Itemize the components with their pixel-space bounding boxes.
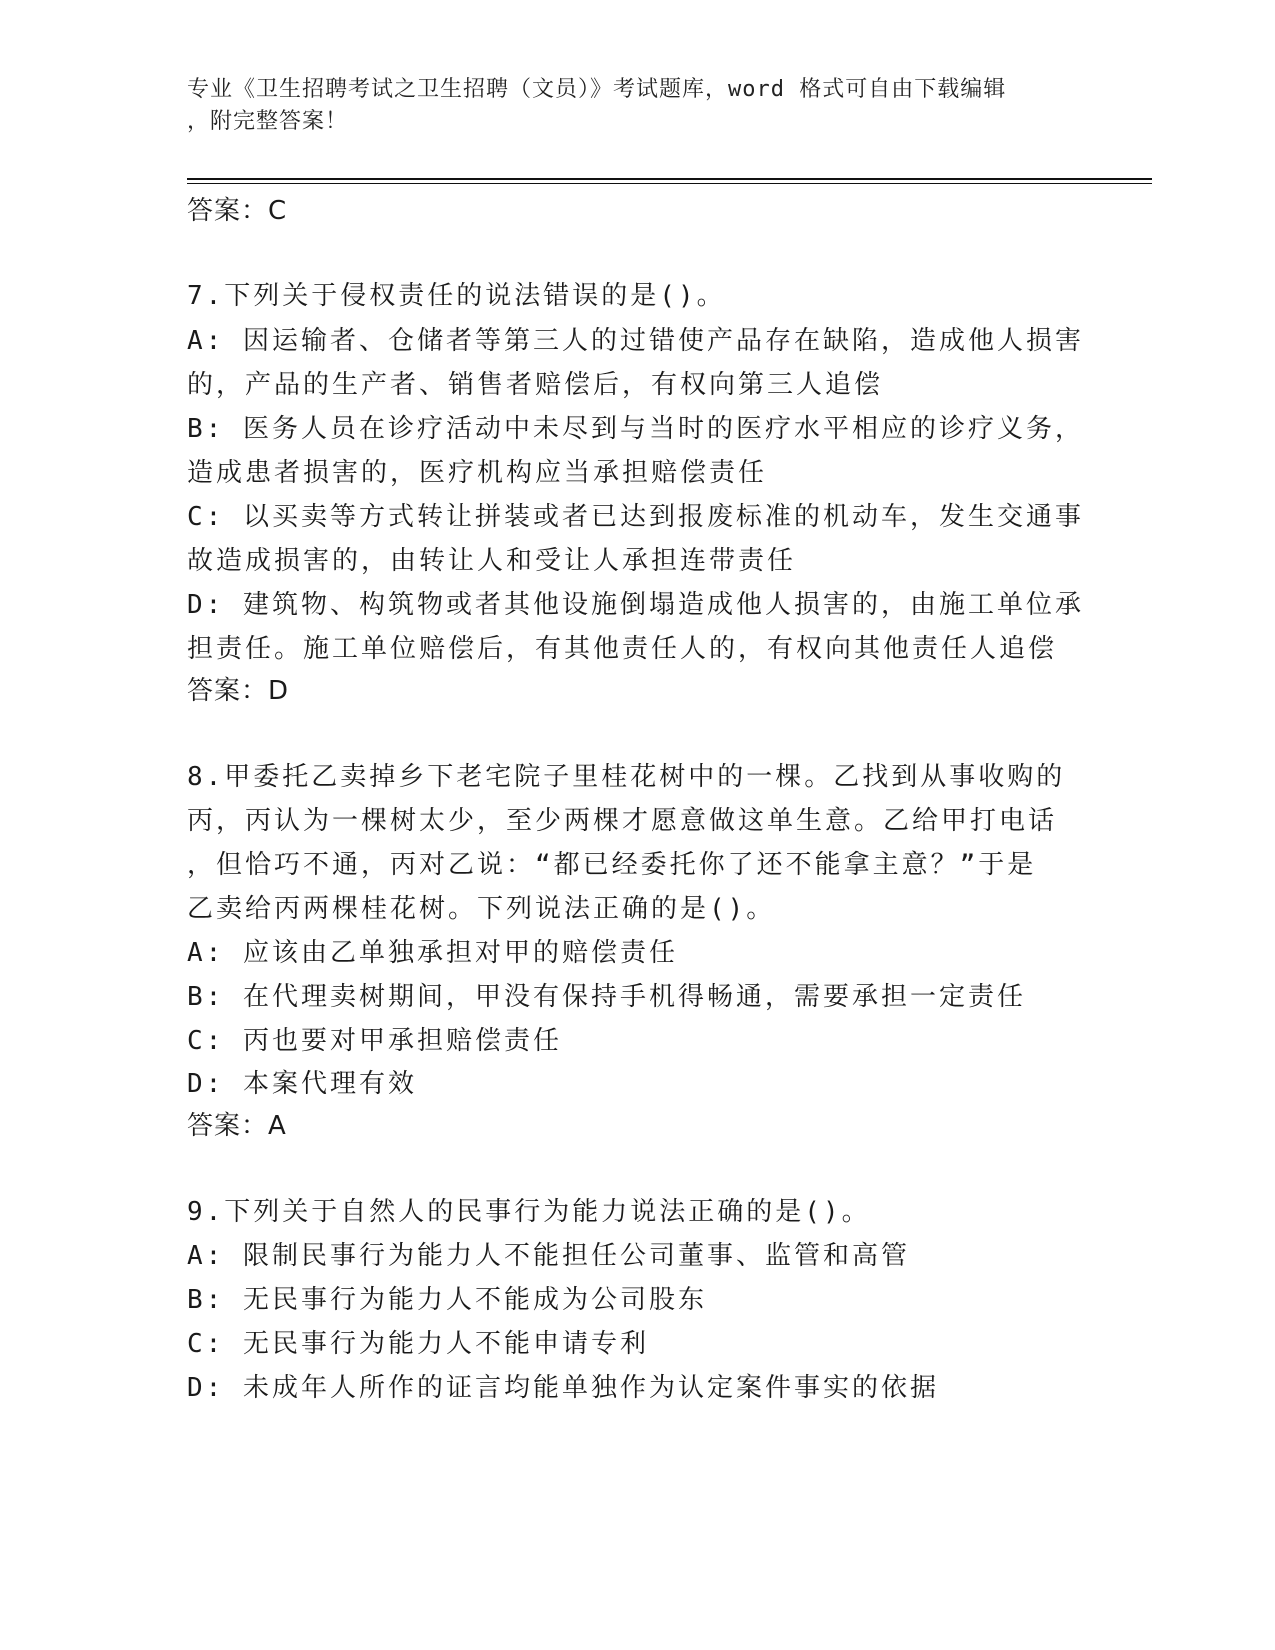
q8-stem-line1: 8.甲委托乙卖掉乡下老宅院子里桂花树中的一棵。乙找到从事收购的 (187, 762, 1066, 792)
q8-stem-line2: 丙，丙认为一棵树太少，至少两棵才愿意做这单生意。乙给甲打电话 (187, 806, 1058, 836)
q8-stem-line4: 乙卖给丙两棵桂花树。下列说法正确的是()。 (187, 894, 776, 924)
q9-option-d: D: 未成年人所作的证言均能单独作为认定案件事实的依据 (187, 1373, 939, 1403)
q8-answer: 答案：A (187, 1111, 287, 1141)
q7-option-a-line2: 的，产品的生产者、销售者赔偿后，有权向第三人追偿 (187, 370, 884, 400)
q7-option-b-line1: B: 医务人员在诊疗活动中未尽到与当时的医疗水平相应的诊疗义务， (187, 414, 1084, 444)
header-rule-thick (187, 178, 1152, 180)
header-line-2: ，附完整答案！ (187, 109, 349, 134)
q9-option-b: B: 无民事行为能力人不能成为公司股东 (187, 1285, 707, 1315)
q8-option-c: C: 丙也要对甲承担赔偿责任 (187, 1026, 562, 1056)
q7-option-a-line1: A: 因运输者、仓储者等第三人的过错使产品存在缺陷，造成他人损害 (187, 326, 1084, 356)
header-rule-thin (187, 183, 1152, 184)
q8-stem-line3: ，但恰巧不通，丙对乙说：“都已经委托你了还不能拿主意？”于是 (187, 850, 1037, 880)
q9-stem: 9.下列关于自然人的民事行为能力说法正确的是()。 (187, 1197, 871, 1227)
q7-option-d-line1: D: 建筑物、构筑物或者其他设施倒塌造成他人损害的，由施工单位承 (187, 590, 1084, 620)
q7-option-c-line1: C: 以买卖等方式转让拼装或者已达到报废标准的机动车，发生交通事 (187, 502, 1084, 532)
q7-option-b-line2: 造成患者损害的，医疗机构应当承担赔偿责任 (187, 458, 768, 488)
prev-answer: 答案：C (187, 196, 288, 226)
q8-option-b: B: 在代理卖树期间，甲没有保持手机得畅通，需要承担一定责任 (187, 982, 1026, 1012)
header-line-1: 专业《卫生招聘考试之卫生招聘（文员）》考试题库，word 格式可自由下载编辑 (187, 77, 1007, 102)
q7-stem: 7.下列关于侵权责任的说法错误的是()。 (187, 281, 726, 311)
q8-option-a: A: 应该由乙单独承担对甲的赔偿责任 (187, 938, 678, 968)
q7-option-c-line2: 故造成损害的，由转让人和受让人承担连带责任 (187, 546, 797, 576)
page-header (187, 74, 1067, 138)
q8-option-d: D: 本案代理有效 (187, 1069, 417, 1099)
q7-answer: 答案：D (187, 676, 290, 706)
q9-option-a: A: 限制民事行为能力人不能担任公司董事、监管和高管 (187, 1241, 910, 1271)
q7-option-d-line2: 担责任。施工单位赔偿后，有其他责任人的，有权向其他责任人追偿 (187, 634, 1058, 664)
q9-option-c: C: 无民事行为能力人不能申请专利 (187, 1329, 649, 1359)
